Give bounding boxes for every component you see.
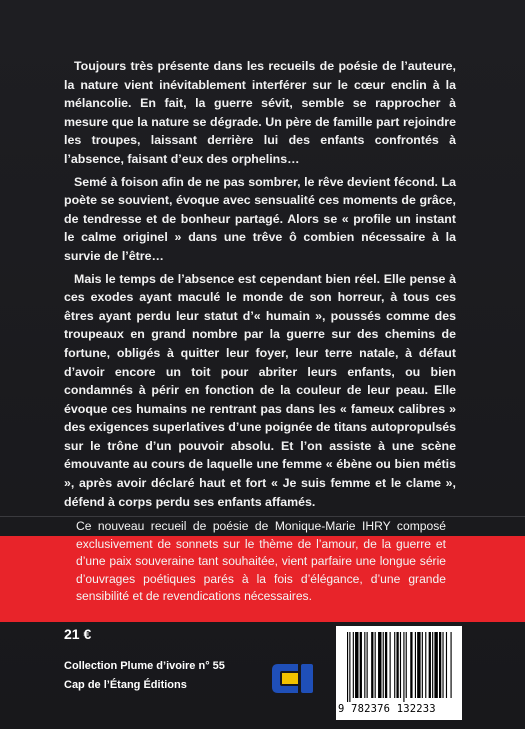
publisher-logo-icon	[268, 660, 318, 696]
divider	[0, 516, 525, 517]
collection-name: Collection Plume d’ivoire n° 55	[64, 660, 225, 672]
blurb-paragraph-3: Mais le temps de l’absence est cependant bien réel. Elle pense à ces exodes ayant maculé le monde de son horreur, à tous ces êtres ayant perdu leur statut d’« humain », poussés comme des troupeaux en grand nombre par la guerre sur des chemins de fortune, obligés à quitter leur foyer, leur terre natale, à défaut d’avoir encore un toit pour abriter leurs enfants, ou bien condamnés à périr en fonction de la couleur de leur peau. Elle évoque ces humains ne rentrant pas dans les « fameux calibres » des exigences superlatives d’une poignée de titans autopropulsés sur le trône d’un pouvoir absolu. Et l’on assiste à une scène émouvante au cours de laquelle une femme « ébène ou bien métis », après avoir déclaré haut et fort « Je suis femme et le clame », défend à corps perdu ses enfants affamés.	[64, 271, 456, 509]
blurb-text	[64, 57, 456, 515]
price: 21 €	[64, 626, 92, 642]
collection-info	[64, 657, 225, 695]
barcode-icon	[344, 632, 454, 702]
barcode-digits: 9 782376 132233	[338, 703, 436, 715]
blurb-paragraph-2: Semé à foison afin de ne pas sombrer, le rêve devient fécond. La poète se souvient, évoque avec sensualité ces moments de grâce, de tendresse et de bonheur partagé. Alors se « profile un instant le calme originel » dans une trêve ô combien nécessaire à la survie de l’être…	[64, 174, 456, 263]
isbn-barcode	[336, 626, 462, 720]
publisher-name: Cap de l’Étang Éditions	[64, 679, 187, 691]
blurb-paragraph-1: Toujours très présente dans les recueils de poésie de l’auteure, la nature vient inévitablement interférer sur le cœur enclin à la mélancolie. En fait, la guerre sévit, semble se rapprocher à mesure que la nature se dégrade. Un père de famille part rejoindre les troupes, laissant derrière lui des enfants confrontés à l’absence, faisant d’eux des orphelins…	[64, 59, 456, 166]
book-summary: Ce nouveau recueil de poésie de Monique-Marie IHRY composé exclusivement de sonnets sur le thème de l’amour, de la guerre et d’une paix souveraine tant souhaitée, vient parfaire une longue série d’ouvrages poétiques parés à la fois d’élégance, d’une grande sensibilité et de revendications nécessaires.	[76, 519, 446, 604]
